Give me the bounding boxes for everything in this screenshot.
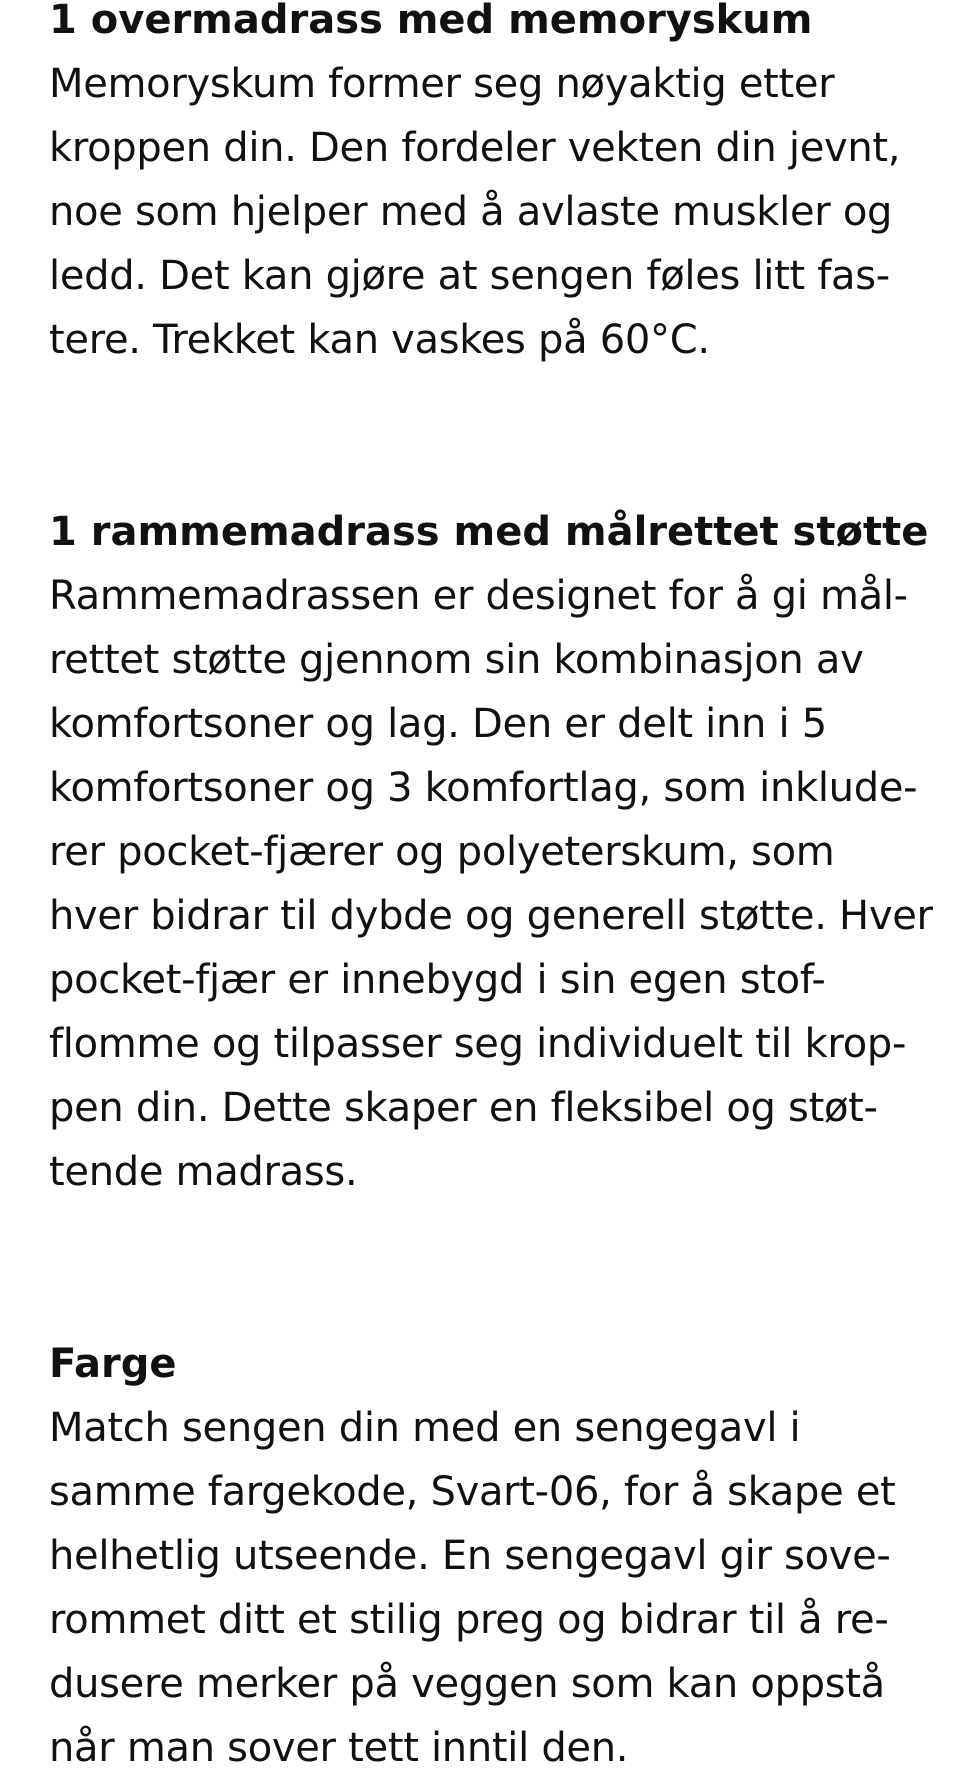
- paragraph-line: kroppen din. Den fordeler vekten din jevnt,: [49, 125, 901, 171]
- section-topper: [49, 0, 960, 372]
- paragraph-line: samme fargekode, Svart-06, for å skape et: [49, 1469, 896, 1515]
- paragraph-line: pen din. Dette skaper en fleksibel og støt-: [49, 1085, 878, 1131]
- paragraph-line: Rammemadrassen er designet for å gi mål-: [49, 573, 908, 619]
- paragraph-line: komfortsoner og lag. Den er delt inn i 5: [49, 701, 827, 747]
- paragraph-line: noe som hjelper med å avlaste muskler og: [49, 189, 893, 235]
- paragraph-line: når man sover tett inntil den.: [49, 1725, 629, 1771]
- section-color: [49, 1332, 960, 1780]
- paragraph-line: tende madrass.: [49, 1149, 358, 1195]
- paragraph-line: hver bidrar til dybde og generell støtte. Hver: [49, 893, 933, 939]
- section-frame-mattress: [49, 500, 960, 1204]
- paragraph-line: rettet støtte gjennom sin kombinasjon av: [49, 637, 864, 683]
- paragraph-line: helhetlig utseende. En sengegavl gir sove-: [49, 1533, 891, 1579]
- paragraph-line: komfortsoner og 3 komfortlag, som inklude-: [49, 765, 918, 811]
- paragraph-line: Memoryskum former seg nøyaktig etter: [49, 61, 835, 107]
- section-spacer: [49, 372, 960, 500]
- paragraph-line: ledd. Det kan gjøre at sengen føles litt fas-: [49, 253, 890, 299]
- paragraph-line: rommet ditt et stilig preg og bidrar til å re-: [49, 1597, 889, 1643]
- paragraph-line: tere. Trekket kan vaskes på 60°C.: [49, 317, 710, 363]
- paragraph-line: flomme og tilpasser seg individuelt til krop-: [49, 1021, 907, 1067]
- paragraph-line: pocket-fjær er innebygd i sin egen stof-: [49, 957, 826, 1003]
- paragraph-line: rer pocket-fjærer og polyeterskum, som: [49, 829, 835, 875]
- paragraph-line: Match sengen din med en sengegavl i: [49, 1405, 801, 1451]
- section-heading: Farge: [49, 1341, 177, 1387]
- paragraph-line: dusere merker på veggen som kan oppstå: [49, 1661, 885, 1707]
- section-heading: 1 rammemadrass med målrettet støtte: [49, 509, 929, 555]
- product-description: [49, 0, 960, 1780]
- section-spacer: [49, 1204, 960, 1332]
- section-heading: 1 overmadrass med memoryskum: [49, 0, 813, 43]
